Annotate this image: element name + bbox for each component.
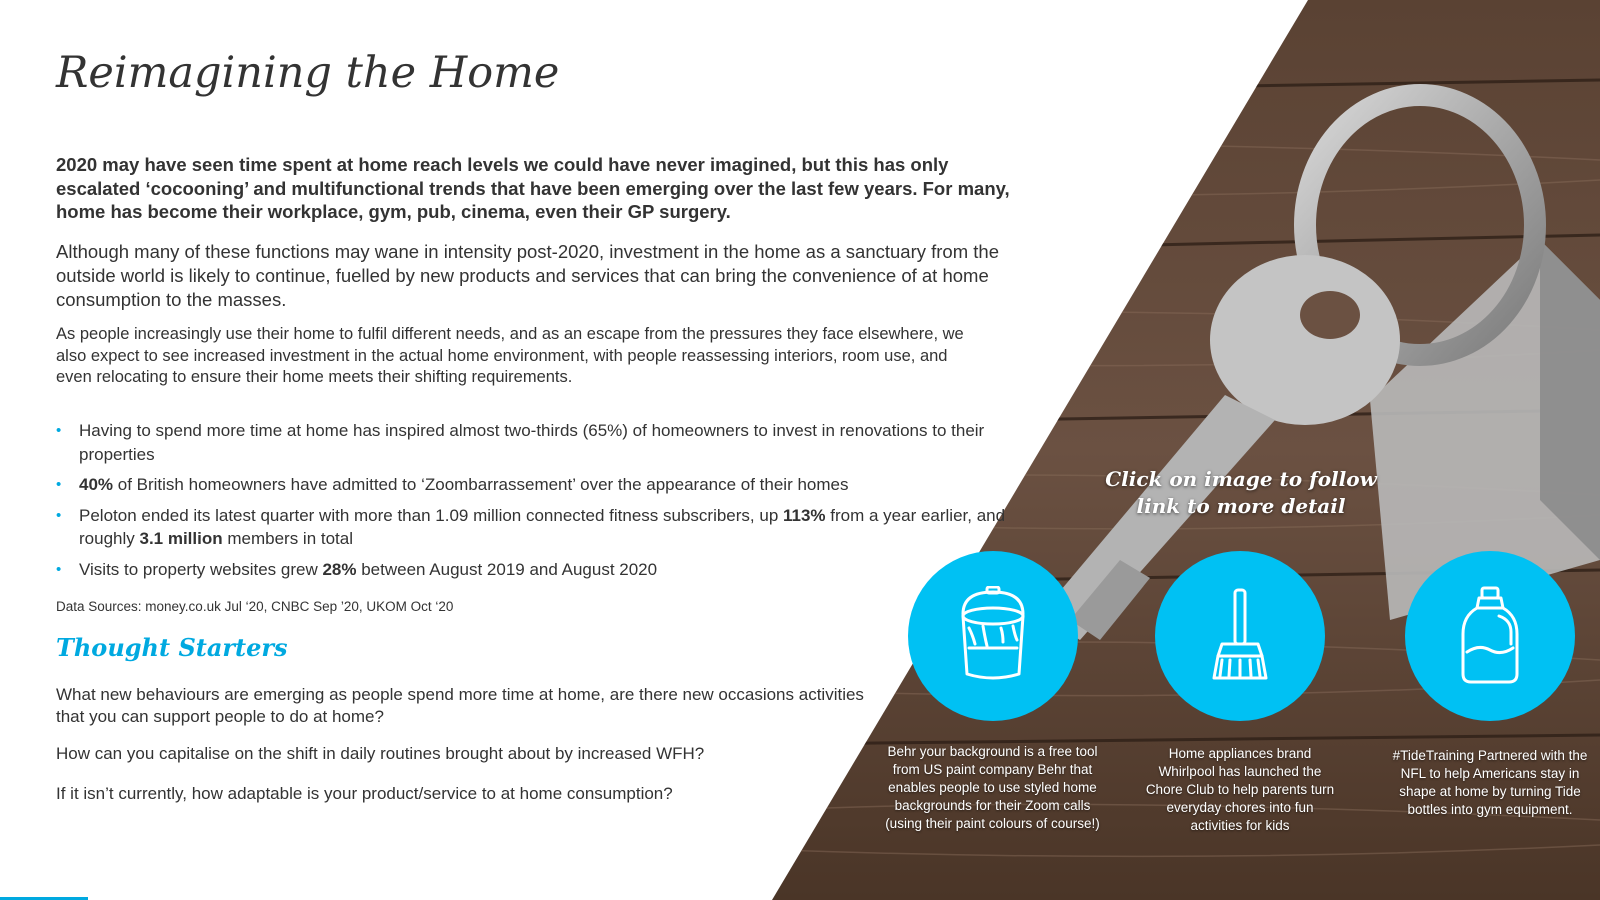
stat-highlight: 28%	[322, 559, 357, 579]
click-image-hint	[1085, 466, 1397, 520]
broom-icon-circle[interactable]	[1155, 551, 1325, 721]
stat-highlight: 113%	[783, 505, 826, 525]
whirlpool-caption: Home appliances brand Whirlpool has launched the Chore Club to help parents turn everyday chores into fun activities for kids	[1145, 746, 1335, 833]
bullet-property-websites	[56, 558, 1026, 582]
home-environment-paragraph: As people increasingly use their home to fulfil different needs, and as an escape from the pressures they face elsewhere, we also expect to see increased investment in the actual home environment, with people reassessing interiors, room use, and even relocating to ensure their home meets their shifting requirements.	[56, 325, 964, 386]
behr-example-card[interactable]	[885, 551, 1100, 833]
bullet-text: Having to spend more time at home has inspired almost two-thirds (65%) of homeowners to invest in renovations to their properties	[79, 421, 985, 464]
question-new-behaviours: What new behaviours are emerging as people spend more time at home, are there new occasions activities that you can support people to do at home?	[56, 685, 864, 726]
paint-bucket-icon	[953, 586, 1033, 686]
detergent-bottle-icon-circle[interactable]	[1405, 551, 1575, 721]
bullet-marker: •	[56, 422, 62, 439]
paint-bucket-icon-circle[interactable]	[908, 551, 1078, 721]
thought-starters-heading: Thought Starters	[56, 633, 288, 662]
bullet-text: members in total	[222, 529, 354, 548]
bullet-text: between August 2019 and August 2020	[356, 559, 658, 579]
bullet-text: Peloton ended its latest quarter with more than 1.09 million connected fitness subscribers, up	[79, 505, 783, 525]
whirlpool-example-card[interactable]	[1140, 551, 1340, 835]
stat-highlight: 3.1 million	[139, 529, 223, 548]
bullet-renovations	[56, 419, 1026, 466]
tide-caption: #TideTraining Partnered with the NFL to help Americans stay in shape at home by turning Tide bottles into gym equipment.	[1392, 748, 1588, 817]
bullet-zoombarrassement	[56, 473, 1026, 497]
detergent-bottle-icon	[1455, 586, 1525, 686]
bullet-marker: •	[56, 506, 62, 524]
bullet-marker: •	[56, 560, 62, 578]
cta-line: Click on image to follow	[1105, 467, 1377, 491]
stats-bullet-list	[56, 419, 1026, 588]
bullet-text: Visits to property websites grew	[79, 559, 323, 579]
cta-line: link to more detail	[1136, 494, 1346, 518]
bullet-marker: •	[56, 476, 62, 493]
lead-paragraph: 2020 may have seen time spent at home reach levels we could have never imagined, but this has only escalated ‘cocooning’ and multifunctional trends that have been emerging over the last few years. For many, home has become their workplace, gym, pub, cinema, even their GP surgery.	[56, 154, 1010, 222]
behr-caption: Behr your background is a free tool from US paint company Behr that enables people to use styled home backgrounds for their Zoom calls (using their paint colours of course!)	[885, 744, 1100, 831]
tide-example-card[interactable]	[1390, 551, 1590, 819]
stat-highlight: 40%	[79, 475, 114, 494]
investment-paragraph: Although many of these functions may wane in intensity post-2020, investment in the home as a sanctuary from the outside world is likely to continue, fuelled by new products and services that can bring the convenience of at home consumption to the masses.	[56, 241, 999, 310]
question-adaptability: If it isn’t currently, how adaptable is your product/service to at home consumption?	[56, 784, 673, 803]
question-wfh-routines: How can you capitalise on the shift in daily routines brought about by increased WFH?	[56, 744, 705, 763]
page-title: Reimagining the Home	[56, 48, 560, 98]
bullet-text: from a year earlier, and roughly	[79, 505, 1006, 548]
data-sources: Data Sources: money.co.uk Jul ‘20, CNBC Sep ’20, UKOM Oct ‘20	[56, 599, 454, 614]
broom-icon	[1200, 586, 1280, 686]
bullet-text: of British homeowners have admitted to ‘Zoombarrassement’ over the appearance of their homes	[113, 475, 849, 494]
bullet-peloton	[56, 504, 1026, 551]
